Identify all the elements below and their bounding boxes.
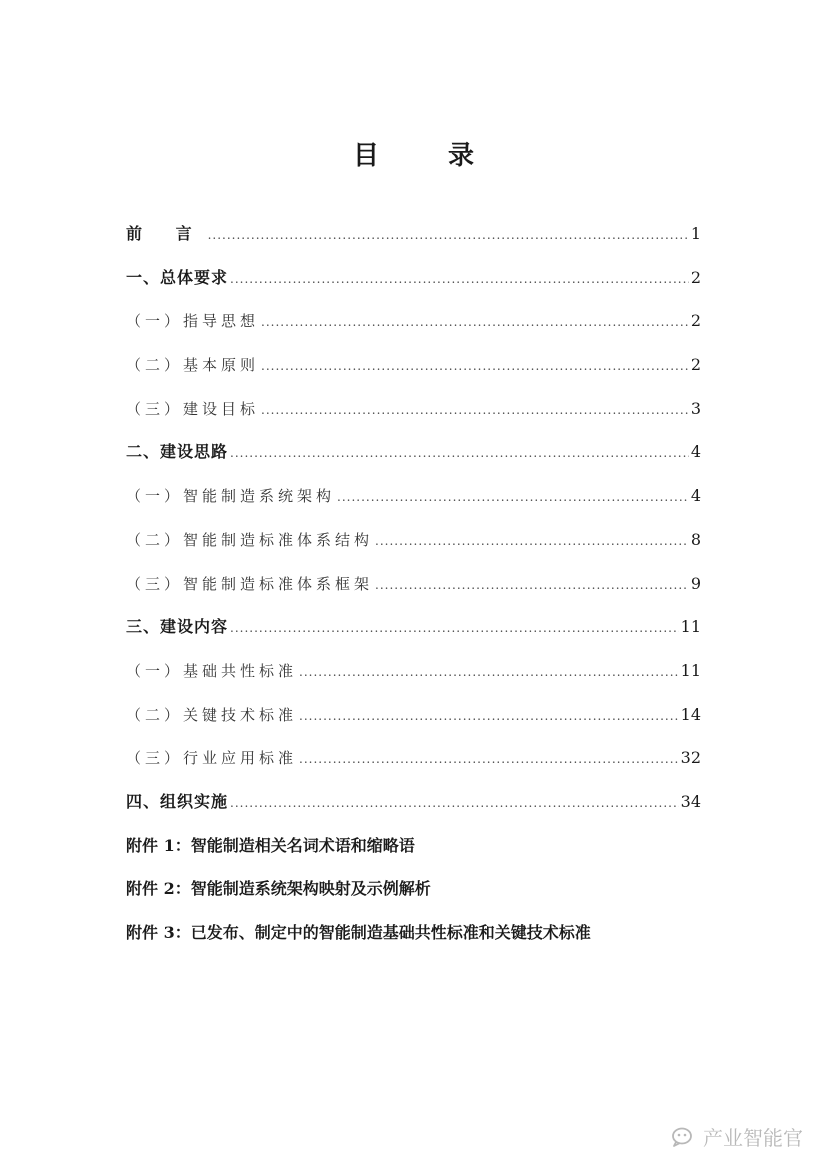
toc-leader-dots bbox=[230, 258, 689, 302]
toc-page-number: 2 bbox=[690, 355, 701, 375]
toc-entry-construction-goals[interactable] bbox=[126, 387, 701, 431]
toc-leader-dots bbox=[230, 782, 679, 826]
toc-entry-label: （一）指导思想 bbox=[126, 312, 260, 331]
toc-entry-label: 三、建设内容 bbox=[126, 617, 229, 637]
appendix-entry-3[interactable]: 附件 3：已发布、制定中的智能制造基础共性标准和关键技术标准 bbox=[126, 923, 591, 942]
toc-entry-label: （三）智能制造标准体系框架 bbox=[126, 574, 374, 593]
toc-entry-standard-framework[interactable] bbox=[126, 562, 701, 606]
toc-entry-label: 二、建设思路 bbox=[126, 442, 229, 462]
wechat-official-account-icon bbox=[671, 1126, 697, 1148]
toc-page-number: 11 bbox=[680, 617, 701, 637]
toc-page-number: 2 bbox=[690, 267, 701, 287]
toc-leader-dots bbox=[299, 651, 679, 695]
toc-entry-label: 一、总体要求 bbox=[126, 267, 229, 287]
toc-entry-standard-structure[interactable] bbox=[126, 518, 701, 562]
appendix-entry-2[interactable]: 附件 2：智能制造系统架构映射及示例解析 bbox=[126, 879, 431, 899]
toc-leader-dots bbox=[299, 695, 679, 739]
toc-page-number: 14 bbox=[680, 704, 701, 724]
toc-page-number: 2 bbox=[690, 311, 701, 331]
toc-entry-key-technology-standards[interactable] bbox=[126, 693, 701, 737]
toc-entry-label: （一）基础共性标准 bbox=[126, 661, 298, 680]
toc-page-number: 32 bbox=[680, 748, 701, 768]
toc-entry-construction-content[interactable] bbox=[126, 605, 701, 649]
toc-entry-guiding-ideology[interactable] bbox=[126, 299, 701, 343]
toc-page-number: 8 bbox=[690, 529, 701, 549]
watermark bbox=[671, 1122, 803, 1151]
watermark-text: 产业智能官 bbox=[703, 1126, 803, 1150]
toc-entry-system-architecture[interactable] bbox=[126, 474, 701, 518]
toc-leader-dots bbox=[261, 301, 689, 345]
toc-page-number: 1 bbox=[690, 224, 701, 243]
toc-leader-dots bbox=[375, 520, 689, 564]
toc-entry-construction-approach[interactable] bbox=[126, 430, 701, 474]
toc-leader-dots bbox=[375, 564, 689, 608]
toc-page-number: 4 bbox=[690, 442, 701, 462]
toc-entry-basic-common-standards[interactable] bbox=[126, 649, 701, 693]
toc-leader-dots bbox=[299, 738, 679, 782]
toc-entry-label: （二）关键技术标准 bbox=[126, 705, 298, 724]
toc-page-number: 4 bbox=[690, 486, 701, 506]
toc-entry-preface[interactable] bbox=[126, 212, 701, 256]
page-title: 目 录 bbox=[352, 141, 505, 171]
toc-leader-dots bbox=[230, 432, 689, 476]
toc-entry-label: （三）行业应用标准 bbox=[126, 749, 298, 768]
toc-entry-label: （一）智能制造系统架构 bbox=[126, 487, 336, 506]
toc-leader-dots bbox=[261, 345, 689, 389]
toc-entry-basic-principles[interactable] bbox=[126, 343, 701, 387]
toc-entry-organization-implementation[interactable] bbox=[126, 780, 701, 824]
toc-leader-dots bbox=[208, 214, 689, 258]
toc-entry-label: （二）基本原则 bbox=[126, 356, 260, 375]
toc-leader-dots bbox=[337, 476, 689, 520]
toc-page-number: 34 bbox=[680, 791, 701, 811]
toc-entry-label: 前 言 bbox=[126, 224, 206, 243]
toc-entry-label: 四、组织实施 bbox=[126, 791, 229, 811]
toc-entry-industry-application-standards[interactable] bbox=[126, 736, 701, 780]
toc-leader-dots bbox=[230, 607, 679, 651]
appendix-entry-1[interactable]: 附件 1：智能制造相关名词术语和缩略语 bbox=[126, 835, 415, 855]
toc-entry-label: （三）建设目标 bbox=[126, 399, 260, 418]
toc-page-number: 3 bbox=[690, 398, 701, 418]
toc-page-number: 11 bbox=[680, 660, 701, 680]
toc-entry-general-requirements[interactable] bbox=[126, 256, 701, 300]
table-of-contents bbox=[126, 212, 701, 955]
toc-entry-label: （二）智能制造标准体系结构 bbox=[126, 530, 374, 549]
toc-page-number: 9 bbox=[690, 573, 701, 593]
toc-leader-dots bbox=[261, 389, 689, 433]
